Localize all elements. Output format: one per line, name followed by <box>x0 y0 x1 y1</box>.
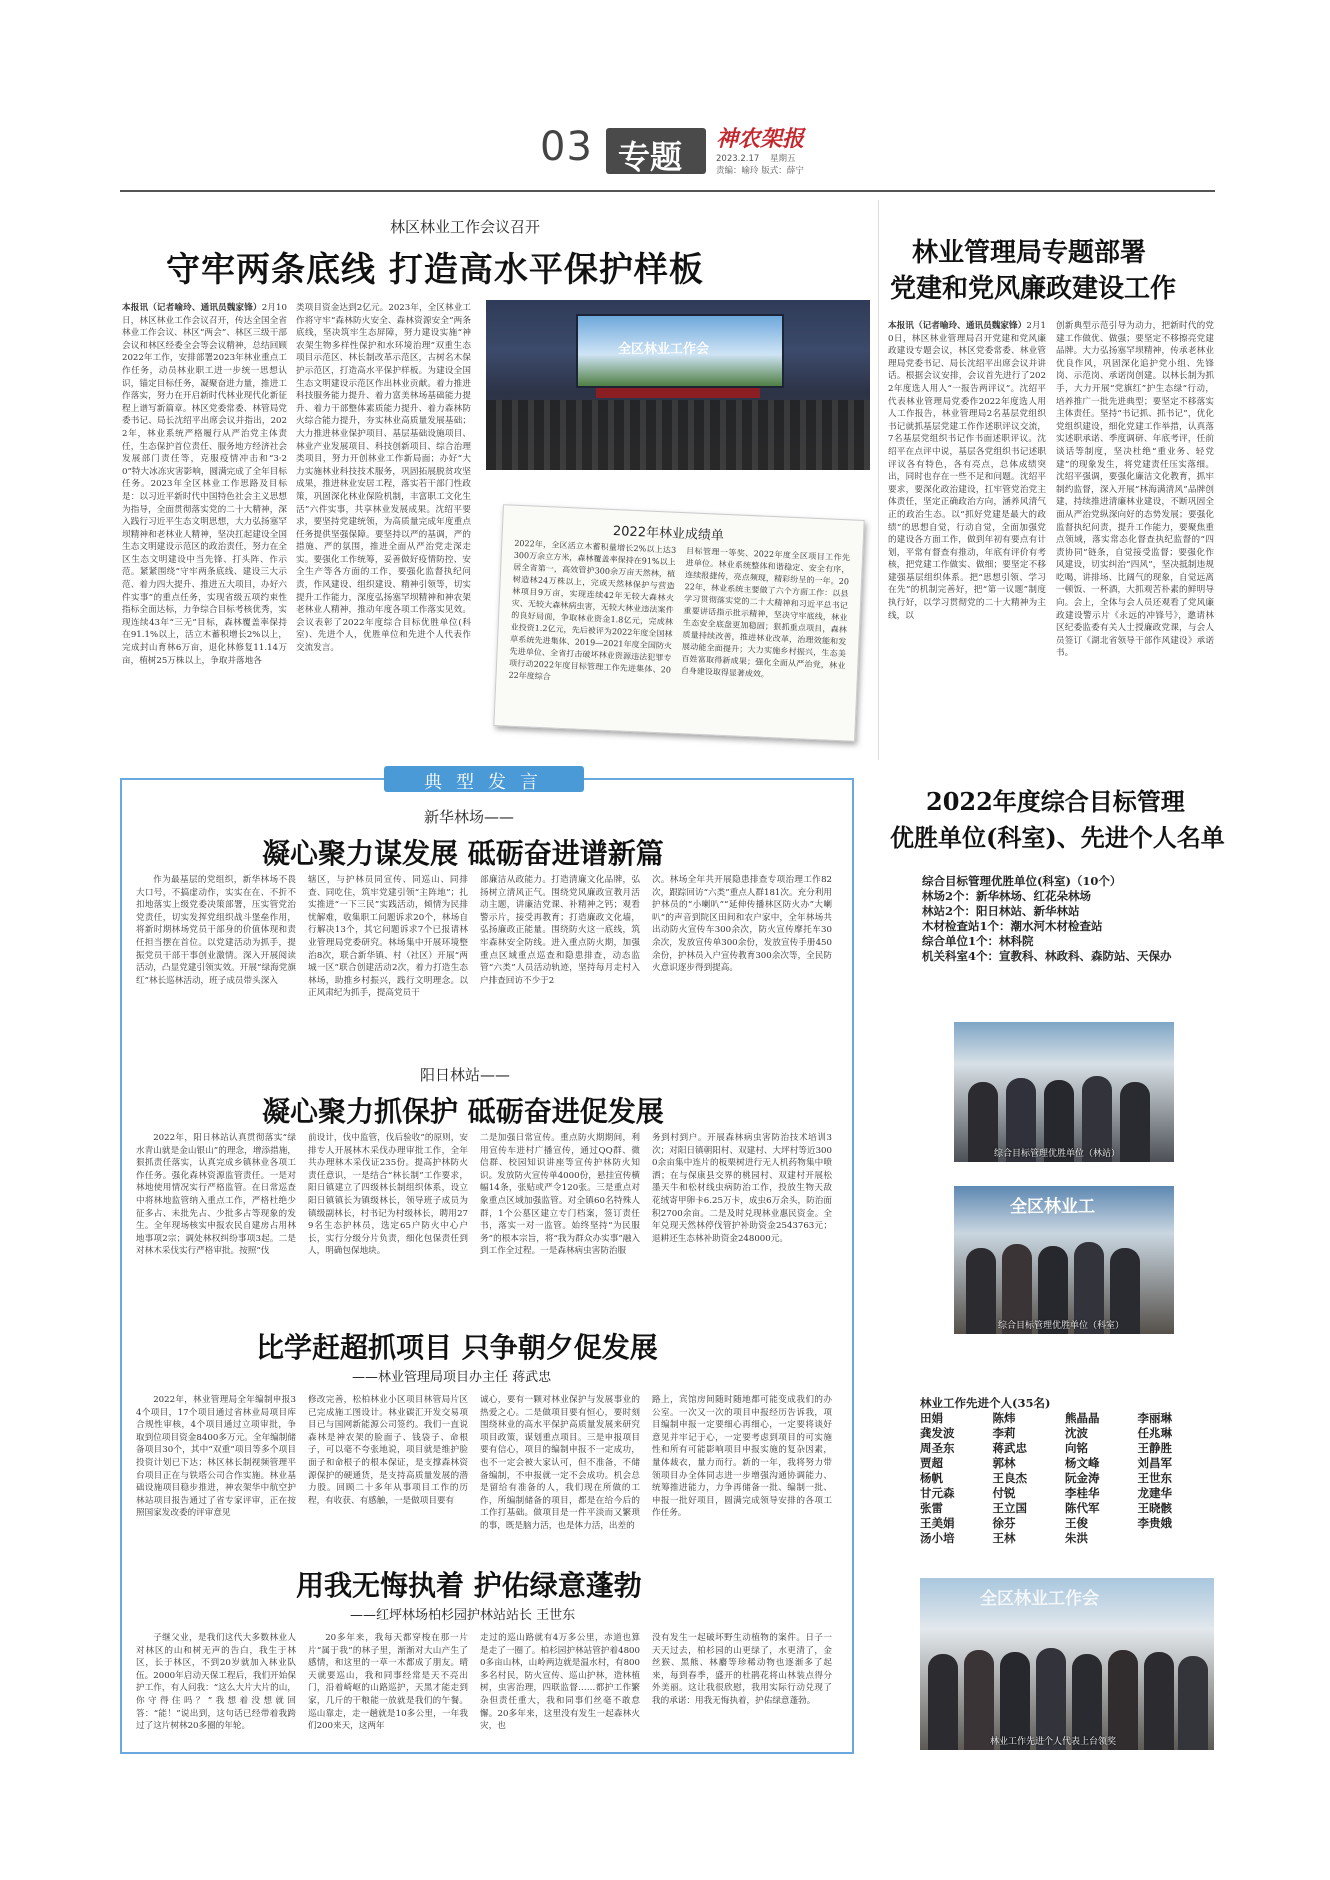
person-name: 王晓骸 <box>1137 1501 1172 1515</box>
s1-col4-text: 次。林场全年共开展隐患排查专项治理工作82次，跟踪回访“六类”重点人群181次。充分利用护林员的“小喇叭”“延伸传播林区防火办”大喇叭”的声音到院区田间和农户家中，全年林场共出动防火宣传车300余次，防火宣传摩托车30余次，发放宣传单300余份，发放宣传手册450余份，护林员入户宣传教育300余次等，全民防火意识逐步得到提高。 <box>652 875 832 974</box>
person-name: 王美娟 <box>920 1516 955 1530</box>
party-headline-line2: 党建和党风廉政建设工作 <box>890 274 1177 304</box>
person-name: 周圣东 <box>920 1441 955 1455</box>
podium-table <box>596 388 760 398</box>
audience-rows <box>486 400 870 470</box>
s2-headline: 凝心聚力抓保护 砥砺奋进促发展 <box>262 1095 664 1128</box>
s1-col4 <box>652 874 832 1052</box>
s2-col1-text: 2022年，阳日林站认真贯彻落实“绿水青山就是金山银山”的理念，增添措施，狠抓责任落实，认真完成乡镇林业各项工作任务。强化森林资源监管责任。一是对林地使用情况实行严格监管。在日常巡查中将林地监管纳入重点工作，严格杜绝少征多占、未批先占、少批多占等现象的发生。全年现场核实申报农民自建房占用林地事项2宗；调处林权纠纷事项3起。二是对林木采伐实行严格审批。按照“伐 <box>136 1133 296 1257</box>
party-col1-text: 2月10日，林区林业管理局召开党建和党风廉政建设专题会议，林区党委常委、林业管理局党委书记、局长沈绍平出席会议并讲话。根据会议安排，会议首先进行了2022年度选人用人“一报告两评议”。沈绍平代表林业管理局党委作2022年度选人用人工作报告，林业管理局2名基层党组织书记就抓基层党建工作作述职评议交流，7名基层党组织书记作书面述职评议。沈绍平在点评中说，基层各党组织书记述职评议各有特色，各有亮点，总体成绩突出，同时也存在一些不足和问题。沈绍平要求，要深化政治建设，扛牢管党治党主体责任，坚定正确政治方向，涵养风清气正的政治生态。以“抓好党建是最大的政绩”的思想自觉，行动自觉，全面加强党的建设各方面工作，做到年初有要点有计划，平常有督查有推动，年底有评价有考核，把党建工作做实、做细；要坚定不移建强基层组织体系。把“思想引领、学习在先”的机制完善好，把“第一议题”制度执行好，以学习贯彻党的二十大精神为主线，以 <box>888 321 1046 621</box>
section-title: 专题 <box>618 138 683 176</box>
unit-line: 机关科室4个：宣教科、林政科、森防站、天保办 <box>922 949 1172 963</box>
s1-col3 <box>480 874 640 1052</box>
person-name: 贾超 <box>920 1456 943 1470</box>
main-byline: 本报讯（记者喻玲、通讯员魏家锋） <box>122 303 262 313</box>
s2-col2-text: 前设计，伐中监管，伐后验收”的原则，安排专人开展林木采伐办理审批工作，全年共办理林木采伐证235份。提高护林防火责任意识，一是结合“林长制”工作要求，阳日镇建立了四级林长制组织体系，设立阳日镇镇长为镇级林长，领导班子成员为镇级副林长，村书记为村级林长，聘用279名生态护林员，选定65户防火中心户长，实行分级分片负责，细化包保责任到人，明确包保地块。 <box>308 1133 468 1257</box>
s1-col3-text: 部廉洁从政能力。打造清廉文化品牌，弘扬树立清风正气。围绕党风廉政宣教月活动主题，讲廉洁党课、补精神之钙；观看警示片，接受再教育；打造廉政文化墙，弘扬廉政正能量。围绕防火这一底线，筑牢森林安全防线。进入重点防火期，加强重点区域重点巡查和隐患排查，动态监管“六类”人员活动轨迹，坚持每月走村入户排查回访不少于2 <box>480 875 640 986</box>
paper-name: 神农架报 <box>716 126 805 152</box>
s3-col1-text: 2022年，林业管理局全年编制申报34个项目，17个项目通过省林业局项目库合规性审核，4个项目通过立项审批，争取到位项目资金8400多万元。全年编制储备项目30个，其中“双重”项目等多个项目投资计划已下达；林区林长制视频管理平台项目正在与铁塔公司合作实施。林业基础设施项目稳步推进，神农架华中航空护林站项目报告通过了省专家评审，正在按照国家发改委的评审意见 <box>136 1395 296 1519</box>
person-name: 王世东 <box>1137 1471 1172 1485</box>
awards-headline-line2: 优胜单位(科室)、先进个人名单 <box>890 823 1225 852</box>
s4-col4 <box>652 1632 832 1744</box>
awards-headline-line1: 2022年度综合目标管理 <box>926 787 1185 816</box>
achievement-col2-text: 目标管理一等奖、2022年度全区项目工作先进单位。林业系统整体和谐稳定、安全有序，连续报捷传，亮点频现，精彩纷呈的一年。2022年，林业系统主要做了六个方面工作：以县学习贯彻落实党的二十大精神和习近平总书记重要讲话指示批示精神，坚决守牢底线，林业生态安全底盘更加稳固；狠抓重点项目，森林质量持续改善，推进林业改革，治理效能和发展动能全面提升；大力实施乡村振兴，生态美百姓富取得新成果；强化全面从严治党，林业自身建设取得显著成效。 <box>680 546 851 679</box>
photo2-caption: 综合目标管理优胜单位（科室） <box>998 1321 1125 1331</box>
weekday-text: 星期五 <box>769 154 796 164</box>
s4-col4-text: 没有发生一起破坏野生动植物的案件。日子一天天过去，柏杉园的山更绿了，水更清了，金丝猴、黑熊、林麝等珍稀动物也逐渐多了起来，每到春季，盛开的杜鹃花将山林装点得分外美丽。这让我很欣慰，我用实际行动兑现了我的承诺：用我无悔执着，护佑绿意蓬勃。 <box>652 1633 832 1706</box>
person-name: 陈炜 <box>992 1411 1016 1425</box>
photo3-caption: 林业工作先进个人代表上台领奖 <box>990 1737 1117 1747</box>
person-name: 龙建华 <box>1137 1486 1172 1500</box>
photo3-banner: 全区林业工作会 <box>980 1589 1099 1609</box>
person-name <box>1138 1531 1211 1546</box>
person-figure <box>1120 1082 1150 1162</box>
s4-col3-text: 走过的巡山路就有4万多公里，赤道也算是走了一圈了。柏杉园护林站管护着48000多亩山林，山岭两边就是温水村，有800多名村民，防火宣传、巡山护林，造林植树，虫害治理，四联监督……都护工作繁杂但责任重大，我和同事们丝毫不敢怠懈。20多年来，这里没有发生一起森林火灾，也 <box>480 1633 640 1732</box>
achievement-title: 2022年林业成绩单 <box>612 524 725 544</box>
s3-col1 <box>136 1394 296 1554</box>
achievement-col1-text: 2022年，全区活立木蓄积量增长2%以上达3300万余立方米，森林覆盖率保持在91%以上居全省第一，高效管护300余万亩天然林，植树造林24万株以上，完成天然林保护与营造林项目9万亩，实现连续42年无较大森林火灾、无较大森林病虫害，无较大林业违法案件的良好局面，争取林业资金1.8亿元，完成林业投资1.2亿元，先后被评为2022年度全国林草系统先进集体、2019—2021年度全国防火先进单位、全省打击破坏林业资源违法犯罪专项行动2022年度目标管理工作先进集体、2022年度综合 <box>508 538 677 682</box>
person-name: 熊晶晶 <box>1065 1411 1100 1425</box>
s3-col3 <box>480 1394 640 1554</box>
achievement-box <box>493 504 864 742</box>
person-name: 李桂华 <box>1065 1486 1100 1500</box>
person-figure <box>1178 1656 1208 1750</box>
people-section <box>920 1396 1210 1546</box>
s2-col1 <box>136 1132 296 1312</box>
person-name: 汤小培 <box>920 1531 955 1545</box>
s2-col3-text: 二是加强日常宣传。重点防火期期间，利用宣传车进村广播宣传，通过QQ群、微信群、校园知识讲座等宣传护林防火知识。发放防火宣传单4000份，悬挂宣传横幅14条，张贴或严令120张。三是重点对象重点区域加强监管。对全镇60名特殊人群，1个公墓区建立专门档案，签订责任书，落实一对一监管。始终坚持“为民服务”的根本宗旨，将“我为群众办实事”融入到工作全过程。一是森林病虫害防治服 <box>480 1133 640 1257</box>
s4-sub: ——红坪林场柏杉园护林站站长 王世东 <box>350 1608 576 1623</box>
s1-col2 <box>308 874 468 1052</box>
screen-banner: 全区林业工作会 <box>618 342 710 357</box>
person-figure <box>928 1654 958 1750</box>
units-list <box>922 874 1212 964</box>
person-name: 徐芬 <box>992 1516 1016 1530</box>
s3-col2 <box>308 1394 468 1554</box>
person-name: 沈波 <box>1065 1426 1088 1440</box>
person-name: 李莉 <box>992 1426 1016 1440</box>
person-name: 阮金涛 <box>1065 1471 1100 1485</box>
s3-col3-text: 诚心，要有一颗对林业保护与发展事业的热爱之心。二是做项目要有恒心，要时刻围绕林业的高水平保护高质量发展来研究项目政策，谋划重点项目。三是申报项目要有信心，项目的编制申报不一定成功，也不一定会被大家认可，但不准备，不储备编制，不申报就一定不会成功。机会总是留给有准备的人，我们现在所做的工作，所编制储备的项目，都是在给今后的工作打基础。做项目是一件平淡而又繁琐的事，既是脑力活，也是体力活，出差的 <box>480 1395 640 1531</box>
unit-line: 林站2个：阳日林站、新华林站 <box>922 904 1080 918</box>
s1-col1 <box>136 874 296 1052</box>
voices-banner-text: 典型发言 <box>424 772 552 793</box>
person-name: 付锐 <box>992 1486 1016 1500</box>
person-name: 任兆琳 <box>1137 1426 1172 1440</box>
main-article-col1 <box>122 302 287 742</box>
main-col1-text: 2月10日，林区林业工作会议召开，传达全国全省林业工作会议、林区“两会”、林区三级干部会议和林区经委全会等会议精神，总结回顾2022年工作，安排部署2023年林业重点工作任务，动员林业职工进一步统一思想认识，锚定目标任务，凝聚奋进力量，推进工作落实，努力在开启新时代林业现代化新征程上谱写新篇章。林区党委常委、林管局党委书记、局长沈绍平出席会议并指出，2022年，林业系统严格履行从严治党主体责任，生态保护首位责任、服务地方经济社会发展部门责任等，克服疫情冲击和“3·20”特大冰冻灾害影响，圆满完成了全年目标任务。2023年全区林业工作思路及目标是：以习近平新时代中国特色社会主义思想为指导，全面贯彻落实党的二十大精神，深入践行习近平生态文明思想，大力弘扬塞罕坝精神和老林业人精神，坚决扛起建设全国生态文明建设示范区的政治责任，努力在全区生态文明建设中当先锋、打头阵、作示范。紧紧围绕“守牢两条底线、建设三大示范、着力四大提升、推进五大项目，办好六件实事”的重点任务，实现省级五项约束性指标全面达标，力争综合目标考核优秀，实现连续43年“三无”目标，森林覆盖率保持在91.1%以上，活立木蓄积增长2%以上，完成封山育林6万亩，退化林修复11.14万亩，植树25万株以上，争取并落地各 <box>122 303 287 666</box>
editors-line: 责编：喻玲 版式：薛宁 <box>716 166 804 176</box>
masthead-rule <box>120 190 1215 192</box>
unit-line: 木材检查站1个：潮水河木材检查站 <box>922 919 1103 933</box>
main-headline: 守牢两条底线 打造高水平保护样板 <box>166 250 704 290</box>
person-name: 王林 <box>992 1531 1016 1545</box>
person-name: 陈代军 <box>1065 1501 1100 1515</box>
s1-kicker: 新华林场—— <box>424 808 515 826</box>
person-name: 向铭 <box>1065 1441 1088 1455</box>
s2-kicker: 阳日林站—— <box>420 1066 511 1084</box>
units-title: 综合目标管理优胜单位(科室)（10个） <box>922 874 1122 888</box>
person-name: 王静胜 <box>1137 1441 1172 1455</box>
person-name: 蒋武忠 <box>992 1441 1027 1455</box>
s1-headline: 凝心聚力谋发展 砥砺奋进谱新篇 <box>262 837 664 870</box>
s4-col2-text: 20多年来，我每天都穿梭在那一片片“属于我”的林子里，渐渐对大山产生了感情，和这里的一草一木都成了朋友。晴天就要巡山，我和同事经常是天不亮出门，沿着崎岖的山路巡护，天黑才能走到家，几斤的干粮能一放就是我们的午餐。巡山靠走，走一趟就是10多公里，一年我们200来天，这两年 <box>308 1633 468 1732</box>
s3-col2-text: 修改完善，松柏林业小区项目林管局片区已完成施工图设计。林业碳汇开发交易项目已与国网新能源公司签约。我们一直说森林是神农架的脸面子、钱袋子、命根子，可以毫不夸张地说，项目就是维护脸面子和命根子的根本保证，是支撑森林资源保护的硬通货，是支持高质量发展的潜力股。回顾二十多年从事项目工作的历程，有收获、有感触，一是做项目要有 <box>308 1395 468 1506</box>
achievement-col1 <box>507 538 677 725</box>
s4-col1-text: 子继父业，是我们这代大多数林业人对林区的山和树无声的告白，我生于林区，长于林区，不到20岁就加入林业队伍。2000年启动天保工程后，我们开始保护工作，有人问我：“这么大片大片的山，你守得住吗？”我想着没想就回答：“能！”说出到，这句话已经带着我跨过了这片树林20多圈的年轮。 <box>136 1633 296 1732</box>
party-article-col1 <box>888 320 1046 740</box>
column-divider <box>878 200 879 760</box>
person-name: 李贵娥 <box>1137 1516 1172 1530</box>
party-article-col2 <box>1056 320 1214 740</box>
person-figure <box>966 1248 996 1334</box>
unit-line: 林场2个：新华林场、红花朵林场 <box>922 889 1091 903</box>
page-number: 03 <box>540 124 593 170</box>
person-name: 杨帆 <box>920 1471 943 1485</box>
s2-col3 <box>480 1132 640 1312</box>
main-article-col2 <box>296 302 471 742</box>
s2-col4 <box>652 1132 832 1312</box>
s3-col4 <box>652 1394 832 1554</box>
s4-col2 <box>308 1632 468 1744</box>
person-figure <box>1144 1652 1174 1750</box>
main-col2-text: 类项目资金达到2亿元。2023年，全区林业工作将守牢“森林防火安全、森林资源安全”两条底线，坚决筑牢生态屏障，努力建设实施“神农架生物多样性保护和水环境治理”双重生态项目示范区、林长制改革示范区，古树名木保护示范区，打造高水平保护样板。为建设全国生态文明建设示范区作出林业贡献。着力推进科技服务能力提升、着力富美林场基础能力提升、着力干部整体素质能力提升、着力森林防火综合能力提升，夯实林业高质量发展基础；大力推进林业保护项目、基层基础设施项目、林业产业发展项目、科技创新项目、综合治理类项目，努力开创林业工作新局面；办好“大力实施林业科技技术服务，巩固拓展脱贫攻坚成果，推进林业安居工程，落实若干部门性政策，巩固深化林业保险机制，丰富职工文化生活”六件实事，共享林业发展成果。沈绍平要求，要坚持党建统领，为高质量完成年度重点任务提供坚强保障。要坚持以严的基调，严的措施、严的氛围，推进全面从严治党走深走实。要强化工作统筹，妥善做好疫情防控、安全生产等各方面的工作，要强化监督执纪问责，作风建设、组织建设、精神引领等，切实提升工作能力，深度弘扬塞罕坝精神和神农架老林业人精神，推动年度各项工作落实见效。会议表彰了2022年度综合目标优胜单位(科室)、先进个人，优胜单位和先进个人代表作交流发言。 <box>296 303 471 654</box>
party-headline-line1: 林业管理局专题部署 <box>912 238 1147 268</box>
date-text: 2023.2.17 <box>716 154 760 164</box>
issue-date <box>716 152 795 164</box>
s1-col2-text: 辖区，与护林员同宣传、同巡山、同排查、同吃住，筑牢党建引领“主阵地”；扎实推进“一下三民”实践活动，倾情为民排忧解难，收集职工问题诉求20个，林场自行解决13个，其它问题诉求7个已报请林业管理局党委研究。林场集中开展环境整治8次，联合新华镇、村（社区）开展“两城一区”联合创建活动2次，着力打造生态林场，助推乡村振兴，践行文明理念。以正风肃纪为抓手，提高党员干 <box>308 875 468 999</box>
meeting-photo <box>486 300 870 470</box>
person-name: 郭林 <box>992 1456 1016 1470</box>
person-name: 张雷 <box>920 1501 943 1515</box>
person-name: 田娟 <box>920 1411 943 1425</box>
section-tag <box>606 128 706 174</box>
person-name: 李丽琳 <box>1137 1411 1172 1425</box>
person-name: 王立国 <box>992 1501 1027 1515</box>
s1-col1-text: 作为最基层的党组织，新华林场不畏大口号，不搞虚动作，实实在在、不折不扣地落实上级党委决策部署，压实管党治党责任，切实发挥党组织战斗堡垒作用，将新时期林场党员干部身的价值体现和责任担当摆在首位。以党建活动为抓手，提振党员干部干事创业激情。深入开展阅读活动，凸显党建引领实效。开展“绿海党旗红”林长巡林活动，班子成员带头深入 <box>136 875 296 986</box>
person-name: 刘昌军 <box>1137 1456 1172 1470</box>
person-name: 王良杰 <box>992 1471 1027 1485</box>
person-name: 甘元森 <box>920 1486 955 1500</box>
party-byline: 本报讯（记者喻玲、通讯员魏家锋） <box>888 321 1027 331</box>
s3-sub: ——林业管理局项目办主任 蒋武忠 <box>352 1370 552 1385</box>
photo1-caption: 综合目标管理优胜单位（林站） <box>994 1149 1121 1159</box>
s2-col2 <box>308 1132 468 1312</box>
award-photo-3 <box>920 1578 1214 1750</box>
person-name: 龚发波 <box>920 1426 955 1440</box>
achievement-col2 <box>679 545 851 732</box>
s4-col3 <box>480 1632 640 1744</box>
people-title: 林业工作先进个人(35名) <box>920 1396 1051 1410</box>
award-photo-1 <box>954 1022 1174 1162</box>
person-name: 王俊 <box>1065 1516 1088 1530</box>
award-photo-2 <box>954 1186 1174 1334</box>
masthead <box>0 120 1330 190</box>
s4-headline: 用我无悔执着 护佑绿意蓬勃 <box>296 1569 642 1602</box>
s3-col4-text: 路上，宾馆房间随时随地都可能变成我们的办公室。一次又一次的项目申报经历告诉我，项目编制申报一定要细心再细心，一定要将谈好意见并牢记于心，一定要考虑到项目的可实施性和所有可能影响项目申报实施的复杂因素，量体裁衣，量力而行。新的一年，我将努力带领项目办全体同志进一步增强沟通协调能力、统筹推进能力，力争再储备一批、编制一批、申报一批好项目，圆满完成领导安排的各项工作任务。 <box>652 1395 832 1519</box>
person-name: 杨文峰 <box>1065 1456 1100 1470</box>
main-kicker: 林区林业工作会议召开 <box>390 218 541 236</box>
stage-screen <box>576 314 784 388</box>
party-col2-text: 创新典型示范引导为动力，把新时代的党建工作做优、做强；要坚定不移擦亮党建品牌。大力弘扬塞罕坝精神，传承老林业优良作风，巩固深化追护党小组、先锋岗、示范岗、承诺岗创建。以林长制为抓手，大力开展“党旗红”护生态绿“行动，培养推广一批先进典型；要坚定不移落实主体责任。坚持“书记抓、抓书记”，优化党组织建设，细化党建工作举措，认真落实述职承诺、季度调研、年底考评，任前谈话等制度，坚决杜绝“重业务、轻党建”的现象发生，将党建责任压实落细。沈绍平强调，要强化廉洁文化教育，抓牢制约监督，深入开展“林海满清风”品牌创建，持续推进清廉林业建设，不断巩固全面从严治党纵深向好的态势发展；要强化监督执纪问责，提升工作能力，要聚焦重点领域，落实常态化督查执纪监督的“四责协同”链条，自觉接受监督；要强化作风建设，切实纠治“四风”，坚决抵制违规吃喝，讲排场、比阔气的现象，自觉远离一顿饭、一杯酒，大抓观苦朴素的鲜明导向。会上，全体与会人员还观看了党风廉政建设警示片《永远的冲锋号》，邀请林区纪委监委有关人士授廉政党课，与会人员签订《湖北省领导干部作风建设》承诺书。 <box>1056 321 1214 659</box>
people-grid <box>920 1411 1210 1546</box>
person-name: 朱洪 <box>1065 1531 1088 1545</box>
s4-col1 <box>136 1632 296 1744</box>
voices-banner <box>384 766 584 792</box>
s3-headline: 比学赶超抓项目 只争朝夕促发展 <box>256 1331 658 1364</box>
s2-col4-text: 务到村到户。开展森林病虫害防治技术培训3次；对阳日镇朝阳村、双建村、大坪村等近3000余亩集中连片的板栗树进行无人机药物集中喷洒；在与保康县交界的桃园村、双建村开展松墨天牛和松材线虫病防治工作，投放生物天敌花绒寄甲卵卡6.25万卡，成虫6万余头，防治面积2700余亩。二是及时兑现林业惠民资金。全年兑现天然林停伐管护补助资金2543763元；退耕还生态林补助资金248000元。 <box>652 1133 832 1244</box>
photo2-banner: 全区林业工 <box>1010 1197 1095 1217</box>
unit-line: 综合单位1个：林科院 <box>922 934 1034 948</box>
